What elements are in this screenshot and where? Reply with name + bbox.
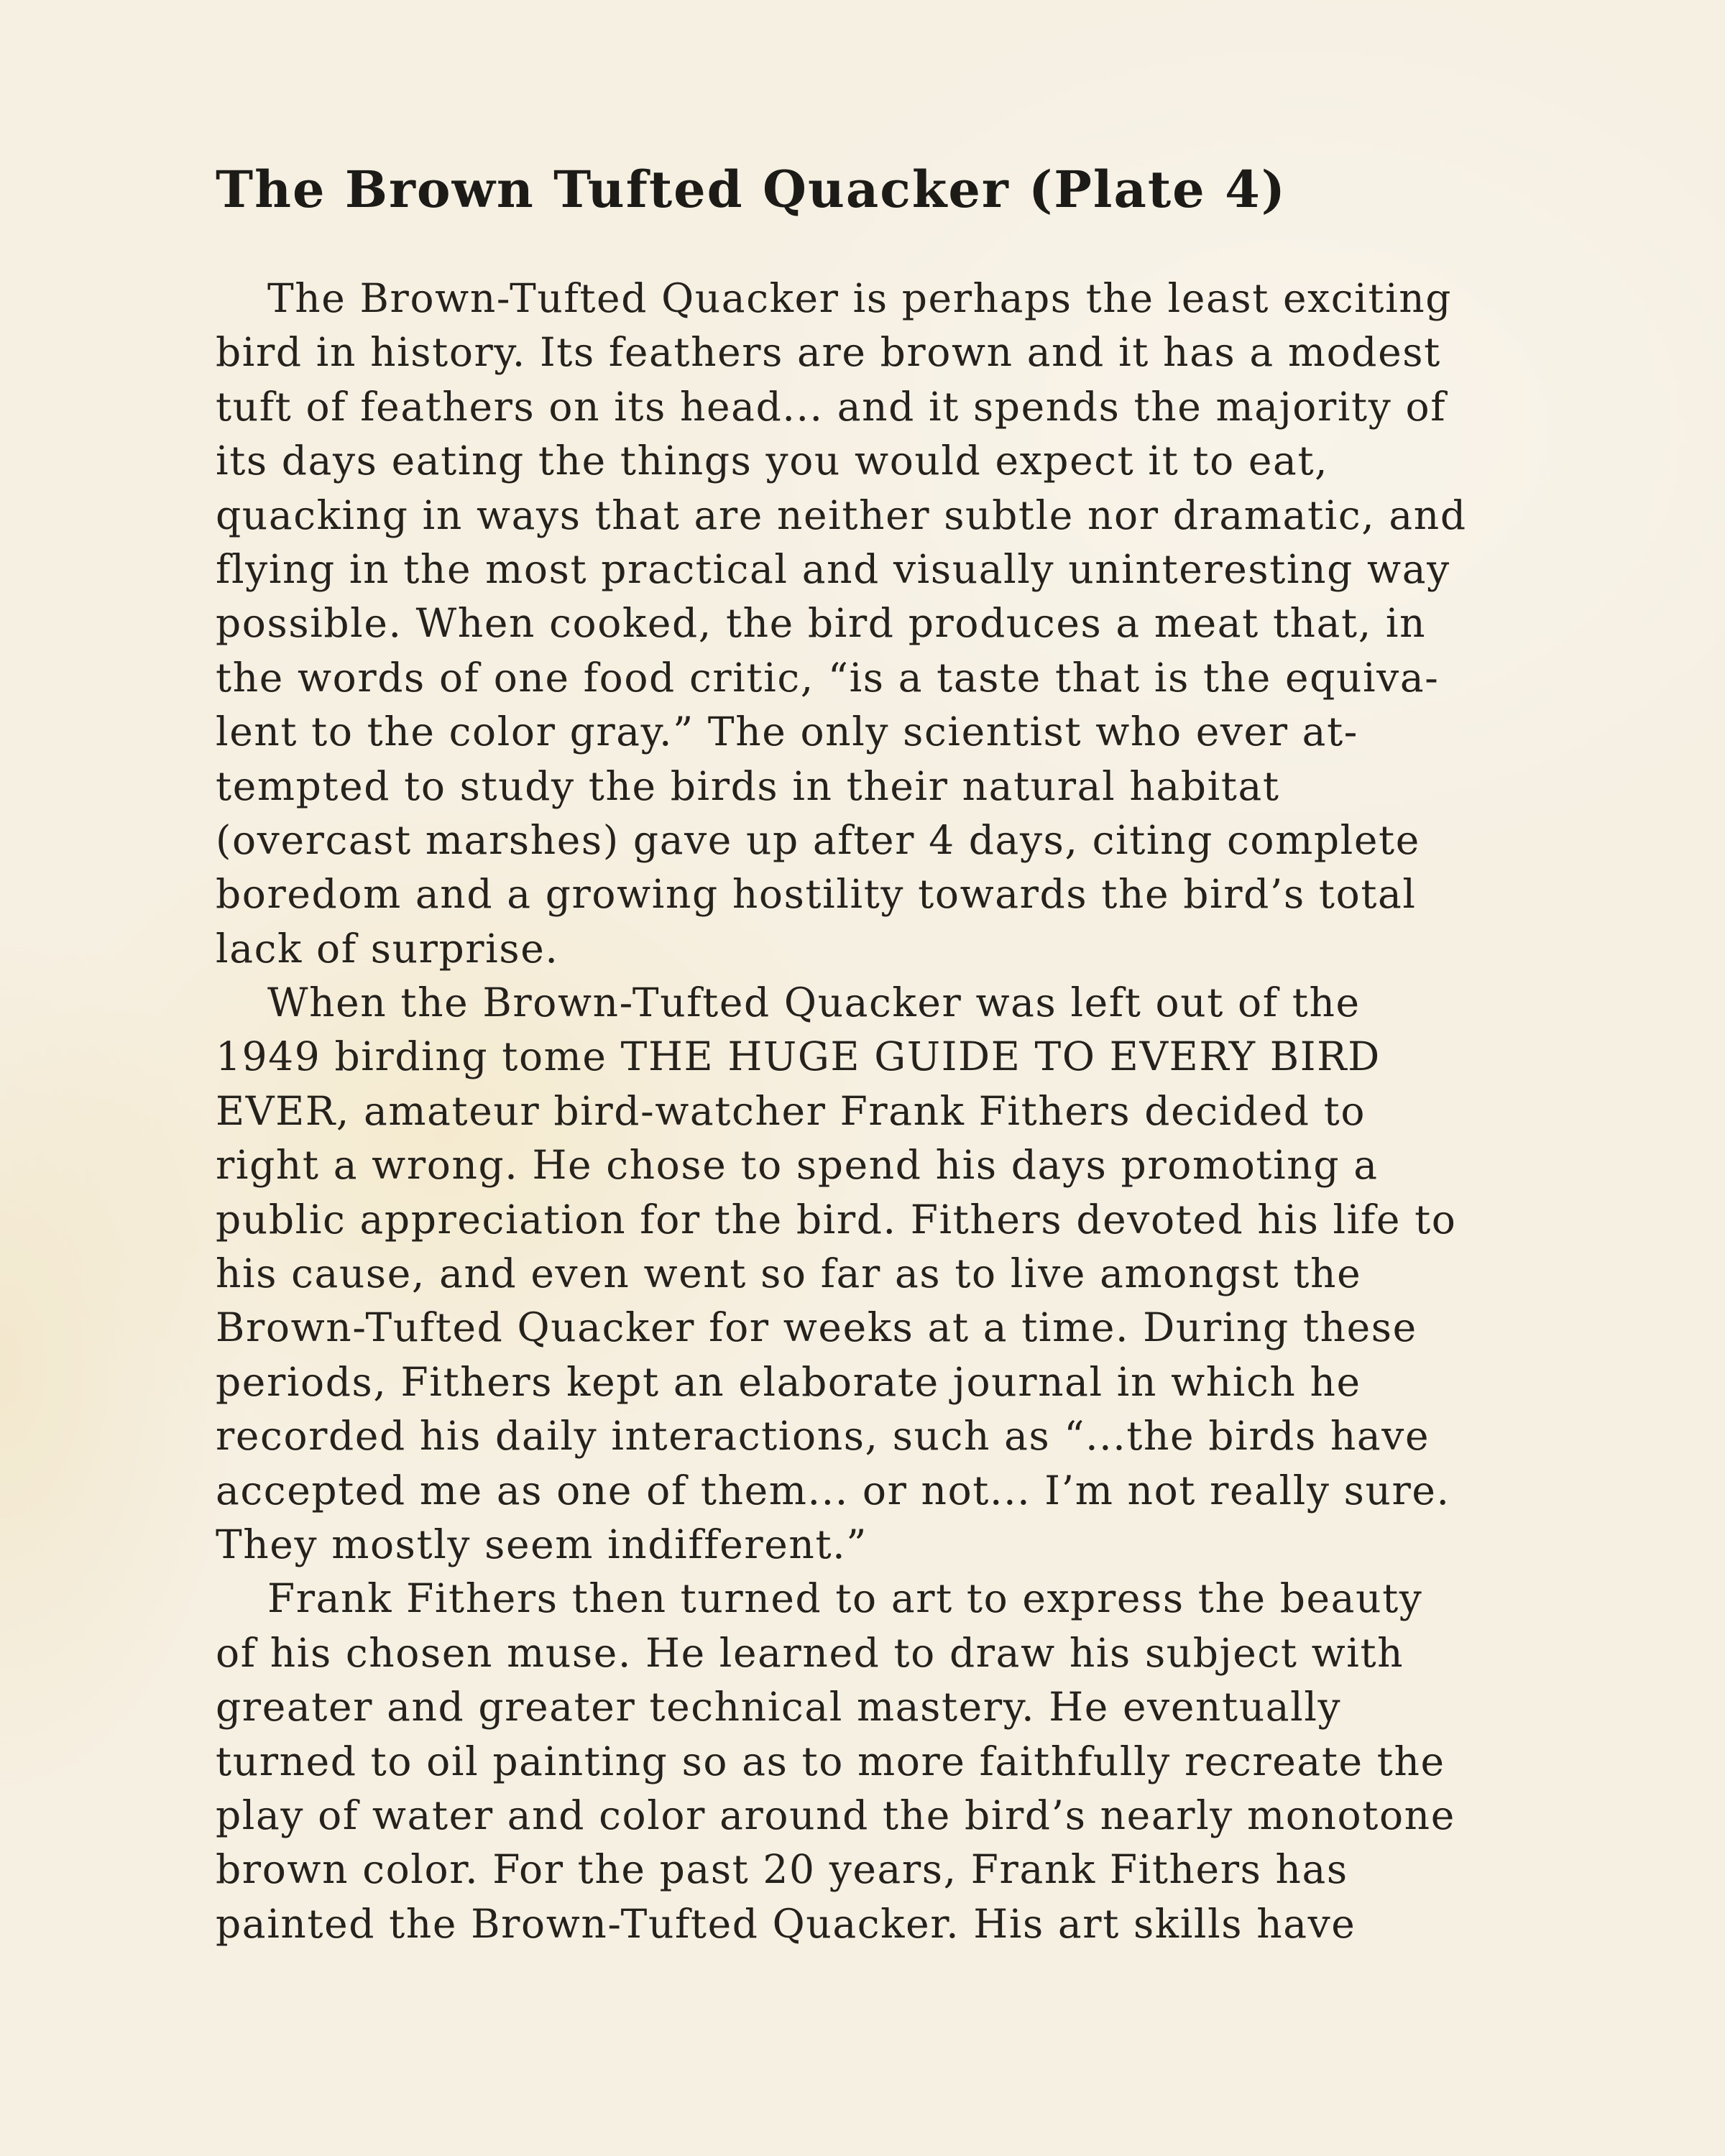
paragraph-2-line: They mostly seem indifferent.”	[216, 1521, 868, 1567]
paragraph-1-line: bird in history. Its feathers are brown and it has a modest	[216, 329, 1441, 376]
paragraph-2-line: EVER, amateur bird-watcher Frank Fithers decided to	[216, 1087, 1366, 1134]
paragraph-3-line: turned to oil painting so as to more faithfully recreate the	[216, 1738, 1445, 1784]
paragraph-2-line: recorded his daily interactions, such as “...the birds have	[216, 1413, 1430, 1460]
paragraph-1-line: quacking in ways that are neither subtle nor dramatic, and	[216, 492, 1467, 538]
paragraph-2-line: When the Brown-Tufted Quacker was left out of the	[267, 980, 1361, 1026]
paragraph-1-line: possible. When cooked, the bird produces a meat that, in	[216, 600, 1427, 647]
paragraph-1-line: boredom and a growing hostility towards the bird’s total	[216, 871, 1417, 918]
paragraph-1-line: its days eating the things you would expect it to eat,	[216, 438, 1329, 484]
paragraph-2-line: accepted me as one of them... or not... I’m not really sure.	[216, 1467, 1450, 1514]
paragraph-2-line: periods, Fithers kept an elaborate journal in which he	[216, 1358, 1361, 1405]
paragraph-3-line: Frank Fithers then turned to art to express the beauty	[267, 1575, 1423, 1622]
paragraph-2-line: his cause, and even went so far as to live amongst the	[216, 1250, 1362, 1297]
page-title: The Brown Tufted Quacker (Plate 4)	[216, 160, 1287, 219]
paragraph-1-line: (overcast marshes) gave up after 4 days, citing complete	[216, 816, 1420, 863]
paragraph-3-line: greater and greater technical mastery. He eventually	[216, 1684, 1342, 1731]
paragraph-1-line: the words of one food critic, “is a taste that is the equiva-	[216, 654, 1440, 701]
paragraph-3-line: play of water and color around the bird’s nearly monotone	[216, 1792, 1455, 1838]
paragraph-3-line: painted the Brown-Tufted Quacker. His art skills have	[216, 1900, 1356, 1947]
paragraph-1-line: lack of surprise.	[216, 925, 559, 972]
paragraph-1-line: tempted to study the birds in their natural habitat	[216, 763, 1280, 809]
paragraph-2-line: public appreciation for the bird. Fithers devoted his life to	[216, 1196, 1457, 1243]
paragraph-1-line: flying in the most practical and visually uninteresting way	[216, 545, 1450, 592]
paragraph-2-line: Brown-Tufted Quacker for weeks at a time. During these	[216, 1304, 1417, 1351]
paragraph-3-line: of his chosen muse. He learned to draw his subject with	[216, 1629, 1404, 1676]
paragraph-1-line: lent to the color gray.” The only scientist who ever at-	[216, 709, 1358, 755]
paragraph-1-line: tuft of feathers on its head... and it spends the majority of	[216, 383, 1447, 430]
paragraph-3-line: brown color. For the past 20 years, Frank Fithers has	[216, 1846, 1348, 1893]
body-text	[216, 272, 1509, 1951]
paragraph-2-line: 1949 birding tome THE HUGE GUIDE TO EVERY BIRD	[216, 1033, 1381, 1080]
paragraph-1-line: The Brown-Tufted Quacker is perhaps the least exciting	[267, 275, 1453, 321]
paragraph-2-line: right a wrong. He chose to spend his days promoting a	[216, 1142, 1379, 1189]
